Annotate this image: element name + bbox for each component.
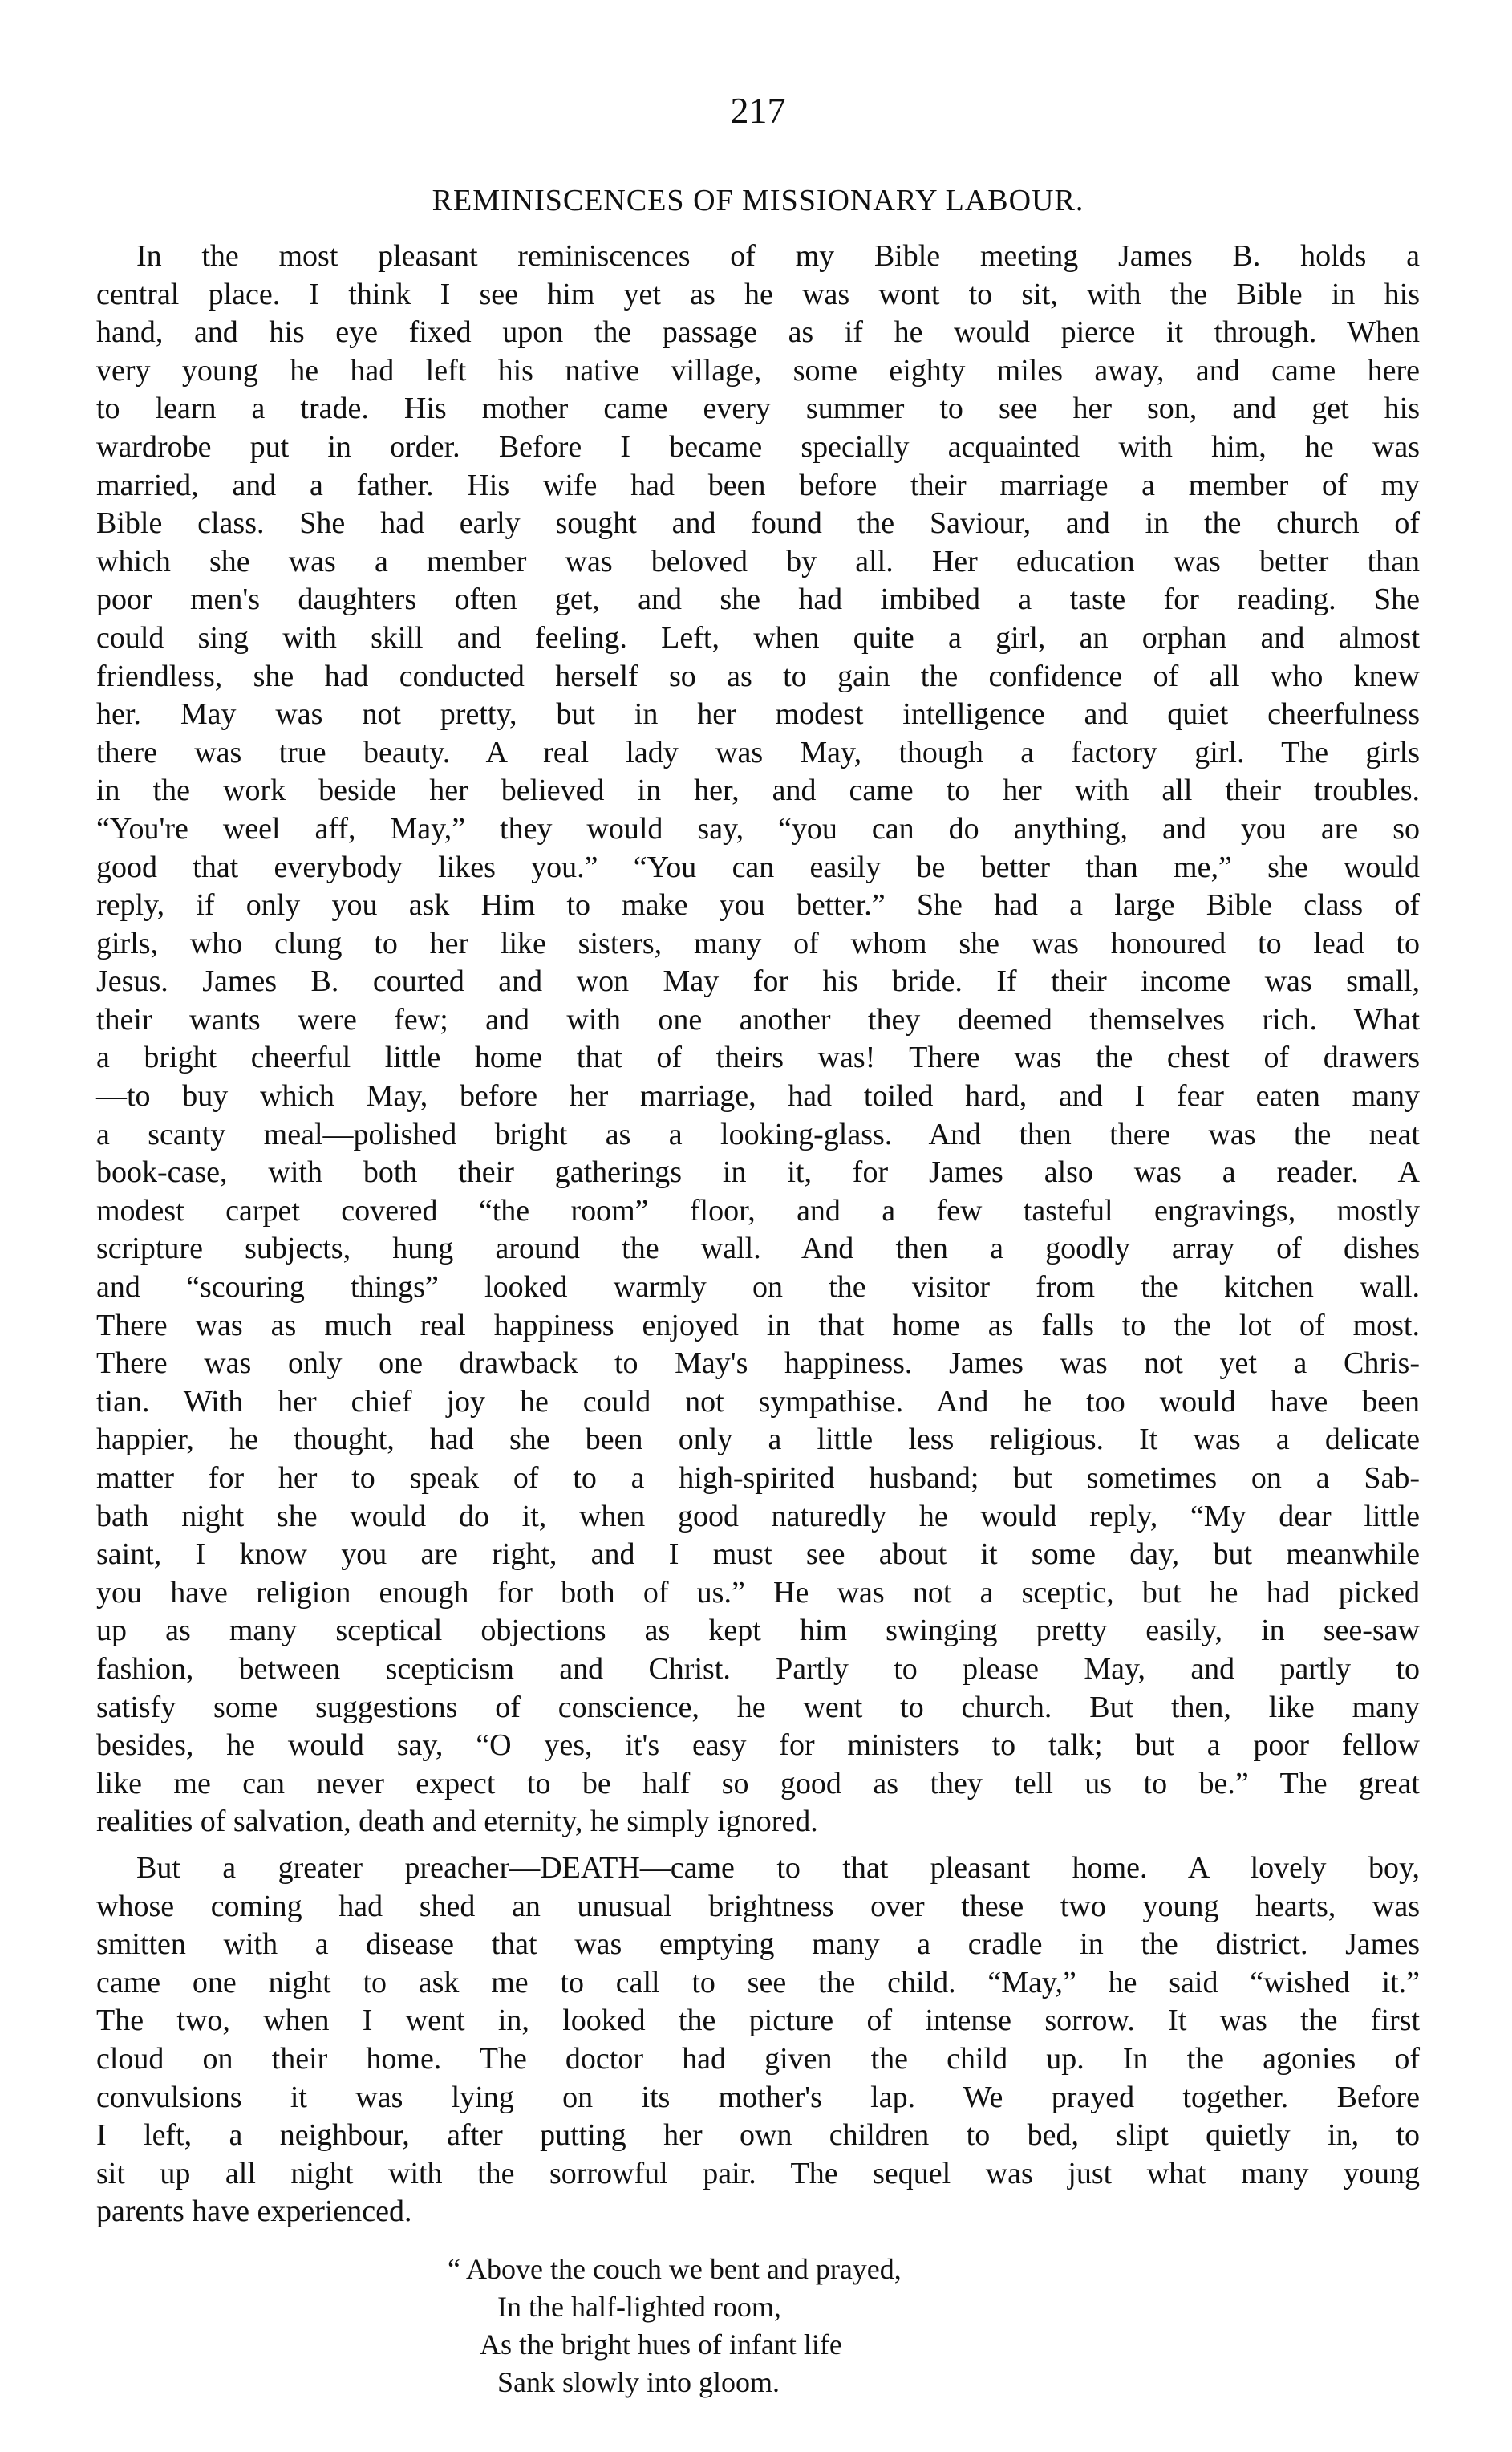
- text-line: could sing with skill and feeling. Left, when quite a girl, an orphan and almost: [96, 620, 1420, 655]
- text-line: like me can never expect to be half so good as they tell us to be.” The great: [96, 1766, 1420, 1800]
- text-line: very young he had left his native village, some eighty miles away, and came here: [96, 353, 1420, 388]
- text-line: wardrobe put in order. Before I became specially acquainted with him, he was: [96, 429, 1420, 464]
- text-line: saint, I know you are right, and I must see about it some day, but meanwhile: [96, 1537, 1420, 1572]
- text-line: Jesus. James B. courted and won May for his bride. If their income was small,: [96, 964, 1420, 999]
- text-line: their wants were few; and with one another they deemed themselves rich. What: [96, 1002, 1420, 1037]
- article-title: REMINISCENCES OF MISSIONARY LABOUR.: [432, 184, 1084, 217]
- text-line: cloud on their home. The doctor had given the child up. In the agonies of: [96, 2041, 1420, 2076]
- poem-line: As the bright hues of infant life: [480, 2328, 842, 2361]
- text-line: her. May was not pretty, but in her modest intelligence and quiet cheerfulness: [96, 697, 1420, 732]
- text-line: central place. I think I see him yet as he was wont to sit, with the Bible in his: [96, 277, 1420, 311]
- text-line: —to buy which May, before her marriage, had toiled hard, and I fear eaten many: [96, 1079, 1420, 1114]
- text-line: book-case, with both their gatherings in it, for James also was a reader. A: [96, 1155, 1420, 1190]
- text-line: whose coming had shed an unusual brightness over these two young hearts, was: [96, 1889, 1420, 1923]
- text-line: “You're weel aff, May,” they would say, “you can do anything, and you are so: [96, 811, 1420, 846]
- text-line: Bible class. She had early sought and found the Saviour, and in the church of: [96, 506, 1420, 541]
- paragraph-1: [96, 237, 1420, 1841]
- text-line: The two, when I went in, looked the picture of intense sorrow. It was the first: [96, 2003, 1420, 2038]
- text-line: sit up all night with the sorrowful pair. The sequel was just what many young: [96, 2156, 1420, 2190]
- text-line: But a greater preacher—DEATH—came to that pleasant home. A lovely boy,: [136, 1850, 1420, 1885]
- text-line: which she was a member was beloved by all. Her education was better than: [96, 544, 1420, 578]
- text-line: married, and a father. His wife had been before their marriage a member of my: [96, 468, 1420, 502]
- page-number: 217: [730, 90, 786, 131]
- text-line: There was only one drawback to May's happiness. James was not yet a Chris-: [96, 1346, 1420, 1381]
- page: [96, 88, 1420, 2401]
- text-line: smitten with a disease that was emptying many a cradle in the district. James: [96, 1927, 1420, 1962]
- text-line: besides, he would say, “O yes, it's easy for ministers to talk; but a poor fellow: [96, 1728, 1420, 1763]
- text-line: poor men's daughters often get, and she had imbibed a taste for reading. She: [96, 583, 1420, 617]
- text-line: satisfy some suggestions of conscience, he went to church. But then, like many: [96, 1690, 1420, 1724]
- text-line: In the most pleasant reminiscences of my Bible meeting James B. holds a: [136, 239, 1420, 273]
- text-line: hand, and his eye fixed upon the passage as if he would pierce it through. When: [96, 315, 1420, 350]
- text-line: a bright cheerful little home that of theirs was! There was the chest of drawers: [96, 1041, 1420, 1075]
- text-line: and “scouring things” looked warmly on the visitor from the kitchen wall.: [96, 1270, 1420, 1305]
- poem-excerpt: [96, 2251, 1420, 2401]
- text-line: reply, if only you ask Him to make you better.” She had a large Bible class of: [96, 888, 1420, 923]
- text-line: in the work beside her believed in her, and came to her with all their troubles.: [96, 773, 1420, 808]
- text-line: friendless, she had conducted herself so as to gain the confidence of all who knew: [96, 659, 1420, 693]
- text-line: There was as much real happiness enjoyed in that home as falls to the lot of most.: [96, 1308, 1420, 1342]
- text-line: convulsions it was lying on its mother's lap. We prayed together. Before: [96, 2080, 1420, 2114]
- text-line: modest carpet covered “the room” floor, and a few tasteful engravings, mostly: [96, 1193, 1420, 1228]
- text-line: scripture subjects, hung around the wall. And then a goodly array of dishes: [96, 1232, 1420, 1266]
- text-line: matter for her to speak of to a high-spirited husband; but sometimes on a Sab-: [96, 1461, 1420, 1495]
- poem-line: “ Above the couch we bent and prayed,: [448, 2252, 902, 2285]
- poem-line: In the half-lighted room,: [497, 2290, 781, 2323]
- text-line: parents have experienced.: [96, 2194, 412, 2229]
- text-line: to learn a trade. His mother came every summer to see her son, and get his: [96, 392, 1420, 426]
- paragraph-2: [96, 1849, 1420, 2231]
- text-line: there was true beauty. A real lady was May, though a factory girl. The girls: [96, 735, 1420, 769]
- text-line: bath night she would do it, when good naturedly he would reply, “My dear little: [96, 1499, 1420, 1533]
- text-line: happier, he thought, had she been only a little less religious. It was a delicate: [96, 1423, 1420, 1457]
- text-line: realities of salvation, death and eternity, he simply ignored.: [96, 1804, 818, 1839]
- text-line: I left, a neighbour, after putting her own children to bed, slipt quietly in, to: [96, 2118, 1420, 2153]
- poem-line: Sank slowly into gloom.: [497, 2365, 780, 2398]
- text-line: girls, who clung to her like sisters, many of whom she was honoured to lead to: [96, 926, 1420, 960]
- text-line: tian. With her chief joy he could not sympathise. And he too would have been: [96, 1384, 1420, 1419]
- text-line: up as many sceptical objections as kept him swinging pretty easily, in see-saw: [96, 1614, 1420, 1648]
- text-line: a scanty meal—polished bright as a looking-glass. And then there was the neat: [96, 1117, 1420, 1151]
- text-line: fashion, between scepticism and Christ. Partly to please May, and partly to: [96, 1651, 1420, 1686]
- text-line: you have religion enough for both of us.” He was not a sceptic, but he had picked: [96, 1575, 1420, 1610]
- text-line: came one night to ask me to call to see the child. “May,” he said “wished it.”: [96, 1965, 1420, 1999]
- text-line: good that everybody likes you.” “You can easily be better than me,” she would: [96, 850, 1420, 884]
